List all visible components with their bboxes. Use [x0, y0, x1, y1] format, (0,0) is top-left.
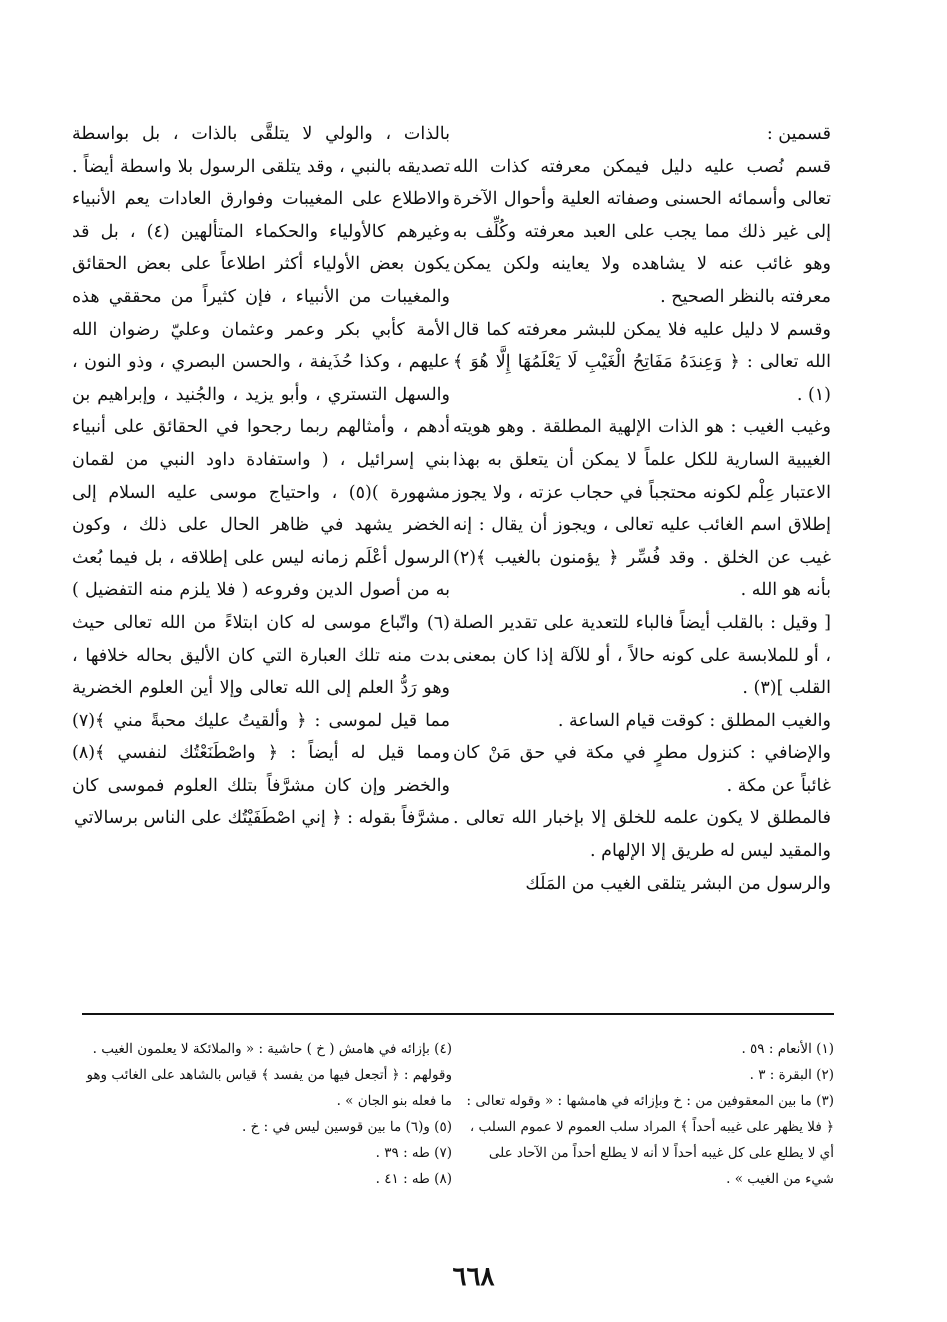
footnotes-left	[82, 1036, 452, 1192]
paragraph: والإضافي : كنزول مطرٍ في مكة في حق مَنْ كان غائباً عن مكة .	[453, 743, 831, 796]
paragraph: والرسول من البشر يتلقى الغيب من المَلَك	[525, 873, 831, 894]
paragraph: فالمطلق لا يكون علمه للخلق إلا بإخبار الله تعالى . والمقيد ليس له طريق إلا الإلهام .	[453, 808, 831, 862]
right-text-column	[453, 118, 831, 900]
paragraph: قسمين :	[766, 124, 831, 144]
paragraph: قسم نُصب عليه دليل فيمكن معرفته كذات الله تعالى وأسمائه الحسنى وصفاته العلية وأحوال الآخرة إلى غير ذلك مما يجب على العبد معرفته وكُلِّف به وهو غائب عنه لا يشاهده ولا يعاينه ولكن يمكن معرفته بالنظر الصحيح .	[453, 156, 831, 307]
paragraph: [ وقيل : بالقلب أيضاً فالباء للتعدية على تقدير الصلة ، أو للملابسة على كونه حالاً ، أو للآلة إذا كان بمعنى القلب ](٣) .	[453, 612, 831, 699]
footnote: (١) الأنعام : ٥٩ .	[741, 1041, 834, 1057]
footnote: (٨) طه : ٤١ .	[375, 1171, 452, 1187]
footnote-divider	[82, 1013, 834, 1015]
paragraph: والغيب المطلق : كوقت قيام الساعة .	[557, 710, 831, 731]
footnote: (٧) طه : ٣٩ .	[375, 1145, 452, 1161]
paragraph: بالذات ، والولي لا يتلقَّى بالذات ، بل بواسطة تصديقه بالنبي ، وقد يتلقى الرسول بلا واسطة أيضاً . والاطلاع على المغيبات وفوارق العادات يعم الأنبياء وغيرهم كالأولياء والحكماء المتألهين (٤) ، بل قد يكون بعض الأولياء أكثر اطلاعاً على بعض الحقائق والمغيبات من الأنبياء ، فإن كثيراً من محققي هذه الأمة كأبي بكر وعمر وعثمان وعليّ رضوان الله عليهم ، وكذا حُذَيفة ، والحسن البصري ، وذو النون ، والسهل التستري ، وأبو يزيد ، والجُنيد ، وإبراهيم بن أدهم ، وأمثالهم ربما رجحوا في الحقائق على أنبياء بني إسرائيل ، ( واستفادة داود النبي من لقمان مشهورة )(٥) ، واحتياج موسى عليه السلام إلى الخضر يشهد في ظاهر الحال على ذلك ، وكون الرسول أعْلَم زمانه ليس على إطلاقه ، بل فيما بُعث به من أصول الدين وفروعه ( فلا يلزم منه التفضيل )(٦) واتّباع موسى له كان ابتلاءً من الله تعالى حيث بدت منه تلك العبارة التي كان الأليق بحاله خلافها ، وهو رَدُّ العلم إلى الله تعالى وإلا أين العلوم الخضرية مما قيل لموسى : ﴿ وألقيتُ عليك محبةً مني ﴾(٧) ومما قيل له أيضاً : ﴿ واصْطَنَعْتُك لنفسي ﴾(٨) والخضر وإن كان مشرَّفاً بتلك العلوم فموسى كان مشرَّفاً بقوله : ﴿ إني اصْطَفَيْتُك على الناس برسالاتي	[72, 124, 450, 829]
footnote: (٢) البقرة : ٣ .	[749, 1067, 834, 1083]
footnotes-right	[464, 1036, 834, 1192]
paragraph: وغيب الغيب : هو الذات الإلهية المطلقة . وهو هويته الغيبية السارية للكل علماً لا يمكن أن يتعلق به بهذا الاعتبار عِلْم لكونه محتجباً في حجاب عزته ، ولا يجوز إطلاق اسم الغائب عليه تعالى ، ويجوز أن يقال : إنه غيب عن الخلق . وقد فُسِّر ﴿ يؤمنون بالغيب ﴾(٢) بأنه هو الله .	[453, 417, 831, 601]
footnote: (٥) و(٦) ما بين قوسين ليس في : خ .	[242, 1119, 452, 1135]
paragraph: وقسم لا دليل عليه فلا يمكن للبشر معرفته كما قال الله تعالى : ﴿ وَعِندَهُ مَفَاتِحُ الْغَيْبِ لَا يَعْلَمُهَا إِلَّا هُوَ ﴾(١) .	[453, 319, 831, 405]
left-text-column	[72, 118, 450, 835]
footnote: (٣) ما بين المعقوفين من : خ وبإزائه في هامشها : « وقوله تعالى : ﴿ فلا يظهر على غيبه أحداً ﴾ المراد سلب العموم لا عموم السلب ، أي لا يطلع على كل غيبه أحداً لا أنه لا يطلع أحداً من الآحاد على شيء من الغيب » .	[466, 1093, 834, 1187]
page-number: ٦٦٨	[452, 1262, 495, 1292]
footnote: (٤) بإزائه في هامش ( خ ) حاشية : « والملائكة لا يعلمون الغيب . وقولهم : ﴿ أتجعل فيها من يفسد ﴾ قياس بالشاهد على الغائب وهو ما فعله بنو الجان » .	[86, 1041, 452, 1109]
